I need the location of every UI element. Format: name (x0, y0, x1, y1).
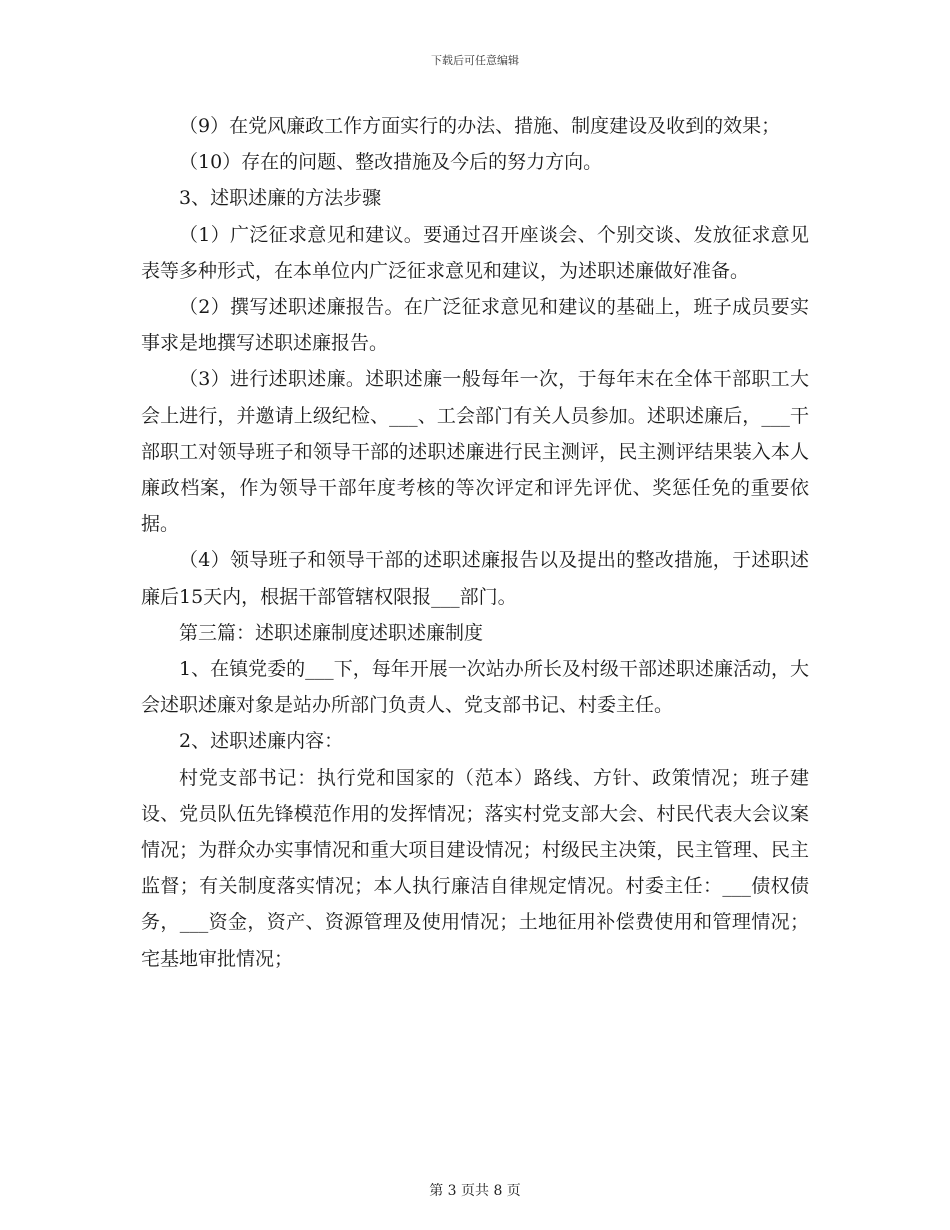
paragraph: 村党支部书记：执行党和国家的（范本）路线、方针、政策情况；班子建设、党员队伍先锋模范作用的发挥情况；落实村党支部大会、村民代表大会议案情况；为群众办实事情况和重大项目建设情况；村级民主决策，民主管理、民主监督；有关制度落实情况；本人执行廉洁自律规定情况。村委主任：___债权债务，___资金，资产、资源管理及使用情况；土地征用补偿费使用和管理情况；宅基地审批情况； (141, 766, 809, 970)
paragraph: 3、述职述廉的方法步骤 (179, 187, 382, 210)
paragraph: （3）进行述职述廉。述职述廉一般每年一次，于每年末在全体干部职工大会上进行，并邀请上级纪检、___、工会部门有关人员参加。述职述廉后，___干部职工对领导班子和领导干部的述职述廉进行民主测评，民主测评结果装入本人廉政档案，作为领导干部年度考核的等次评定和评先评优、奖惩任免的重要依据。 (141, 368, 809, 536)
page-footer: 第 3 页共 8 页 (429, 1183, 521, 1199)
paragraph: （9）在党风廉政工作方面实行的办法、措施、制度建设及收到的效果； (179, 115, 781, 137)
paragraph: （10）存在的问题、整改措施及今后的努力方向。 (179, 151, 603, 174)
paragraph: （4）领导班子和领导干部的述职述廉报告以及提出的整改措施，于述职述廉后15天内，根据干部管辖权限报___部门。 (141, 549, 809, 608)
paragraph: （1）广泛征求意见和建议。要通过召开座谈会、个别交谈、发放征求意见表等多种形式，在本单位内广泛征求意见和建议，为述职述廉做好准备。 (141, 223, 809, 282)
page-header: 下载后可任意编辑 (431, 54, 519, 67)
paragraph: 2、述职述廉内容： (179, 730, 344, 753)
paragraph: 1、在镇党委的___下，每年开展一次站办所长及村级干部述职述廉活动，大会述职述廉对象是站办所部门负责人、党支部书记、村委主任。 (141, 658, 809, 717)
paragraph: （2）撰写述职述廉报告。在广泛征求意见和建议的基础上，班子成员要实事求是地撰写述职述廉报告。 (141, 296, 809, 355)
document-body (141, 108, 809, 977)
section-heading: 第三篇：述职述廉制度述职述廉制度 (179, 621, 484, 644)
